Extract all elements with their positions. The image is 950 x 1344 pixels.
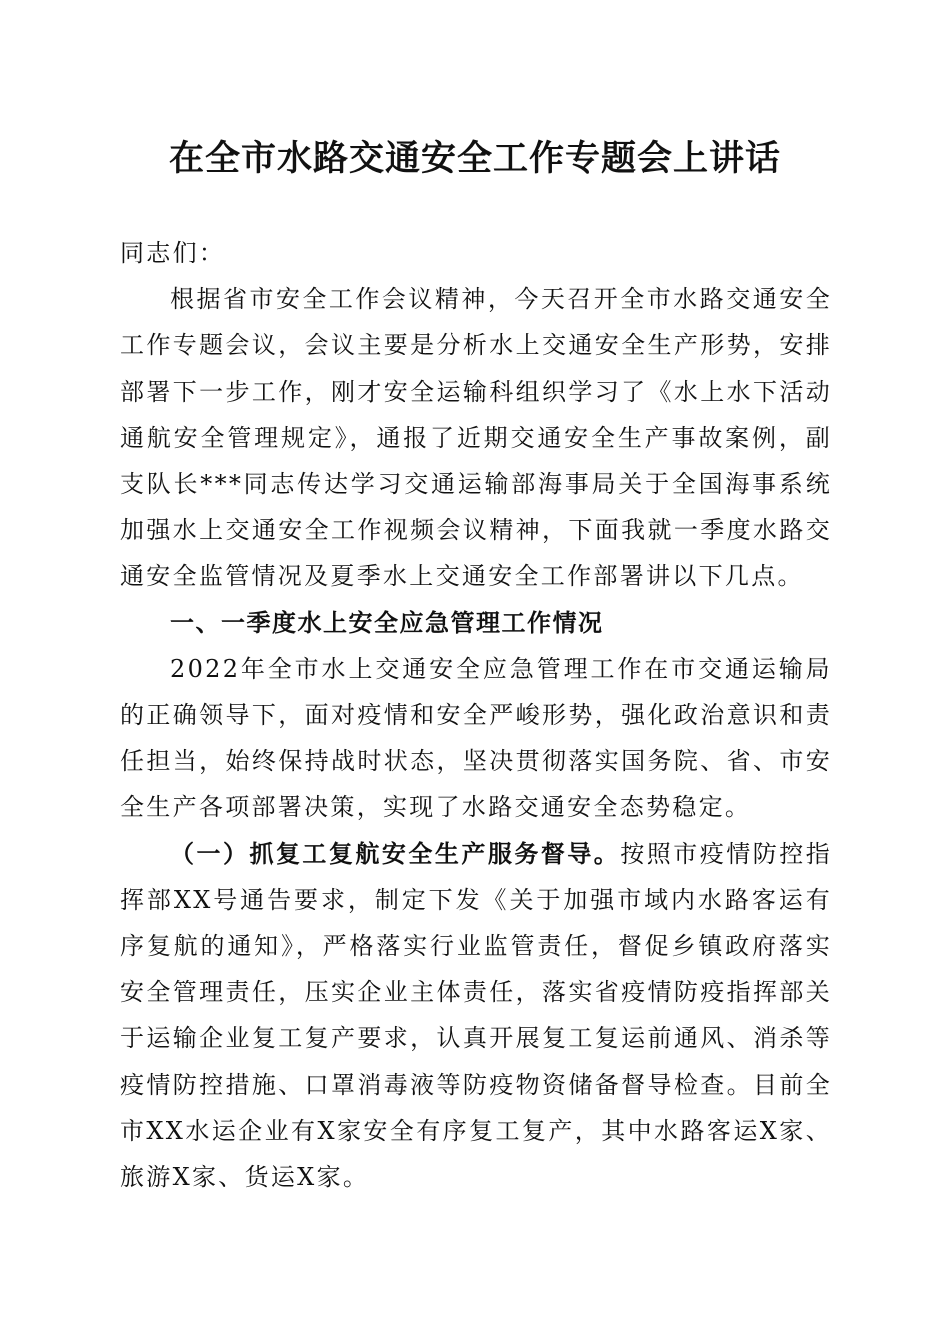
item-lead: （一）抓复工复航安全生产服务督导。 [170,838,621,868]
section-heading: 一、一季度水上安全应急管理工作情况 [170,608,604,637]
item-body: 按照市疫情防控指挥部XX号通告要求，制定下发《关于加强市域内水路客运有序复航的通知》，严格落实行业监管责任，督促乡镇政府落实安全管理责任，压实企业主体责任，落实省疫情防疫指挥部关于运输企业复工复产要求，认真开展复工复运前通风、消杀等疫情防控措施、口罩消毒液等防疫物资储备督导检查。目前全市XX水运企业有X家安全有序复工复产，其中水路客运X家、旅游X家、货运X家。 [120,839,832,1192]
document-title: 在全市水路交通安全工作专题会上讲话 [168,138,781,179]
document-body [120,230,832,1200]
intro-paragraph: 根据省市安全工作会议精神，今天召开全市水路交通安全工作专题会议，会议主要是分析水上交通安全生产形势，安排部署下一步工作，刚才安全运输科组织学习了《水上水下活动通航安全管理规定》，通报了近期交通安全生产事故案例，副支队长***同志传达学习交通运输部海事局关于全国海事系统加强水上交通安全工作视频会议精神，下面我就一季度水路交通安全监管情况及夏季水上交通安全工作部署讲以下几点。 [120,285,832,591]
section-paragraph: 2022年全市水上交通安全应急管理工作在市交通运输局的正确领导下，面对疫情和安全严峻形势，强化政治意识和责任担当，始终保持战时状态，坚决贯彻落实国务院、省、市安全生产各项部署决策，实现了水路交通安全态势稳定。 [120,654,832,822]
item-paragraph [120,831,832,1201]
salutation: 同志们： [120,239,226,267]
